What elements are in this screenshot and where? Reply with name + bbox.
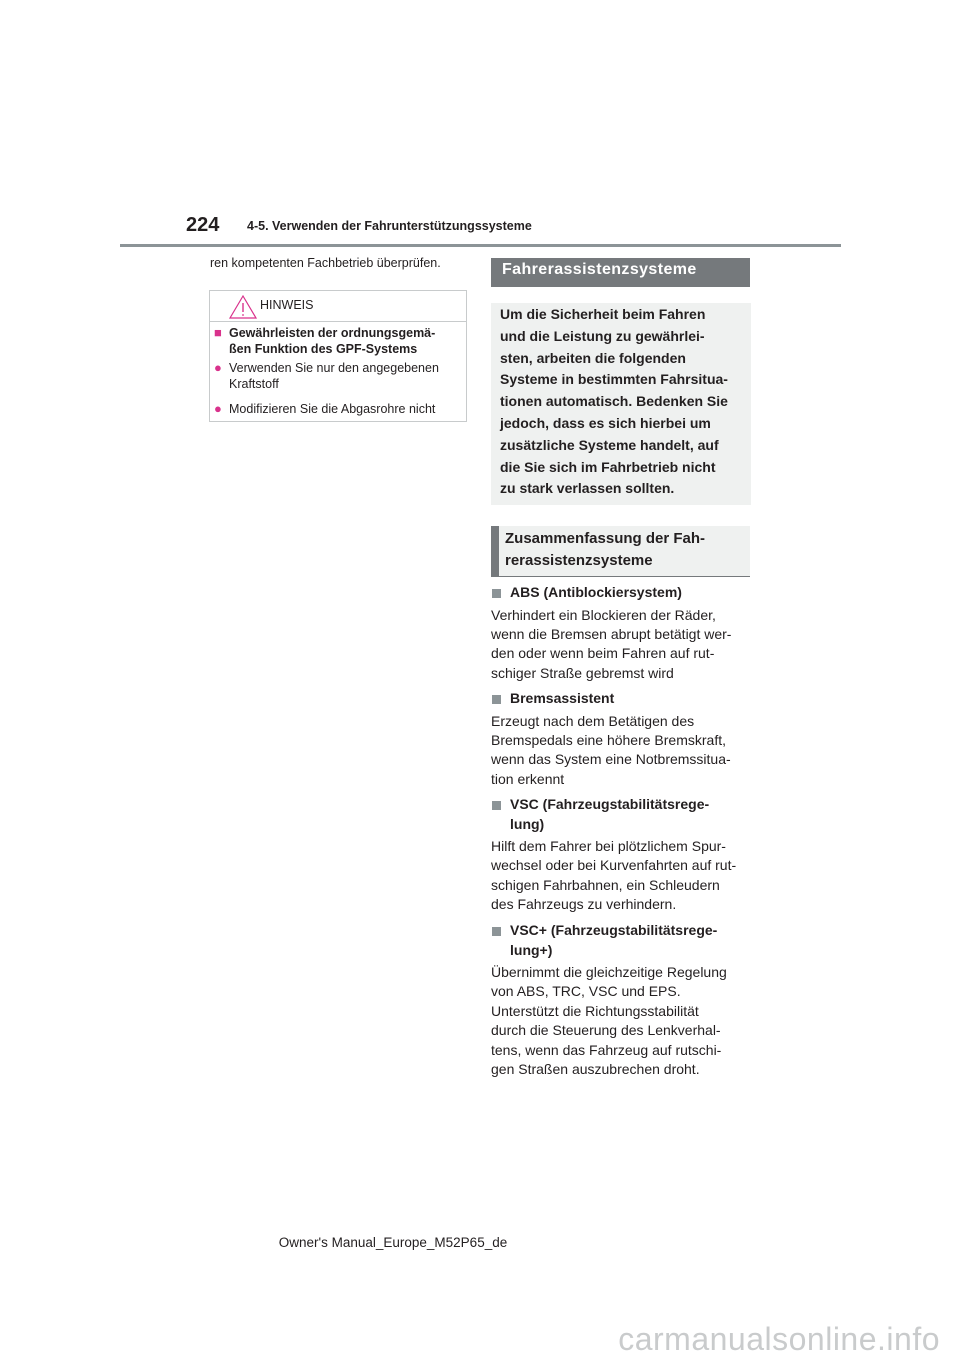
system-item-vsc-plus — [491, 921, 753, 1079]
system-item-title: ABS (Antiblockiersystem) — [491, 583, 753, 603]
watermark: carmanualsonline.info — [618, 1321, 940, 1357]
notice-header — [210, 291, 466, 322]
section-header — [491, 258, 750, 287]
section-header-label: Fahrerassistenzsysteme — [502, 261, 697, 278]
system-item-description: Übernimmt die gleichzeitige Regelung von ABS, TRC, VSC und EPS. Unterstützt die Richtungsstabilität durch die Steuerung des Lenkverhal- tens, wenn das Fahrzeug auf rutschi- gen Straßen auszubrechen droht. — [491, 964, 727, 1078]
section-title: 4-5. Verwenden der Fahrunterstützungssysteme — [247, 219, 532, 233]
square-bullet-icon — [492, 927, 501, 936]
continuation-text: ren kompetenten Fachbetrieb überprüfen. — [210, 256, 441, 270]
system-item-title: Bremsassistent — [491, 689, 753, 709]
notice-label: HINWEIS — [260, 298, 314, 312]
system-item-abs — [491, 583, 753, 683]
square-bullet-icon: ■ — [214, 325, 222, 340]
system-item-description: Verhindert ein Blockieren der Räder, wenn die Bremsen abrupt betätigt wer- den oder wenn beim Fahren auf rut- schiger Straße gebremst wird — [491, 606, 732, 681]
summary-heading: Zusammenfassung der Fah- rerassistenzsysteme — [505, 530, 706, 569]
system-item-title: VSC+ (Fahrzeugstabilitätsrege- lung+) — [491, 921, 753, 960]
system-item-vsc — [491, 795, 753, 915]
notice-box: HINWEIS ■ Gewährleisten der ordnungsgemä- ßen Funktion des GPF-Systems ● Verwenden Sie nur den angegebenen Kraftstoff ● Modifizieren Sie die Abgasrohre nicht — [209, 290, 467, 422]
summary-heading-box — [491, 526, 750, 577]
system-item-description: Hilft dem Fahrer bei plötzlichem Spur- wechsel oder bei Kurvenfahrten auf rut- schigen Fahrbahnen, ein Schleudern des Fahrzeugs zu verhindern. — [491, 838, 737, 913]
intro-box — [491, 303, 751, 505]
system-item-description: Erzeugt nach dem Betätigen des Bremspedals eine höhere Bremskraft, wenn das System eine Notbremssitua- tion erkennt — [491, 712, 731, 787]
summary-heading-bar — [491, 526, 499, 576]
square-bullet-icon — [492, 695, 501, 704]
intro-text: Um die Sicherheit beim Fahren und die Leistung zu gewährlei- sten, arbeiten die folgenden Systeme in bestimmten Fahrsitua- tionen automatisch. Bedenken Sie jedoch, dass es sich hierbei um zusätzliche Systeme handelt, auf die Sie sich im Fahrbetrieb nicht zu stark verlassen sollten. — [500, 306, 728, 497]
circle-bullet-icon: ● — [214, 360, 222, 375]
page-number: 224 — [186, 214, 220, 236]
circle-bullet-icon: ● — [214, 401, 222, 416]
system-item-brake-assist — [491, 689, 753, 789]
square-bullet-icon — [492, 589, 501, 598]
header-rule — [120, 244, 841, 247]
square-bullet-icon — [492, 801, 501, 810]
system-item-title: VSC (Fahrzeugstabilitätsrege- lung) — [491, 795, 753, 834]
warning-triangle-icon — [228, 294, 258, 320]
footer-doc-id: Owner's Manual_Europe_M52P65_de — [278, 1235, 508, 1250]
